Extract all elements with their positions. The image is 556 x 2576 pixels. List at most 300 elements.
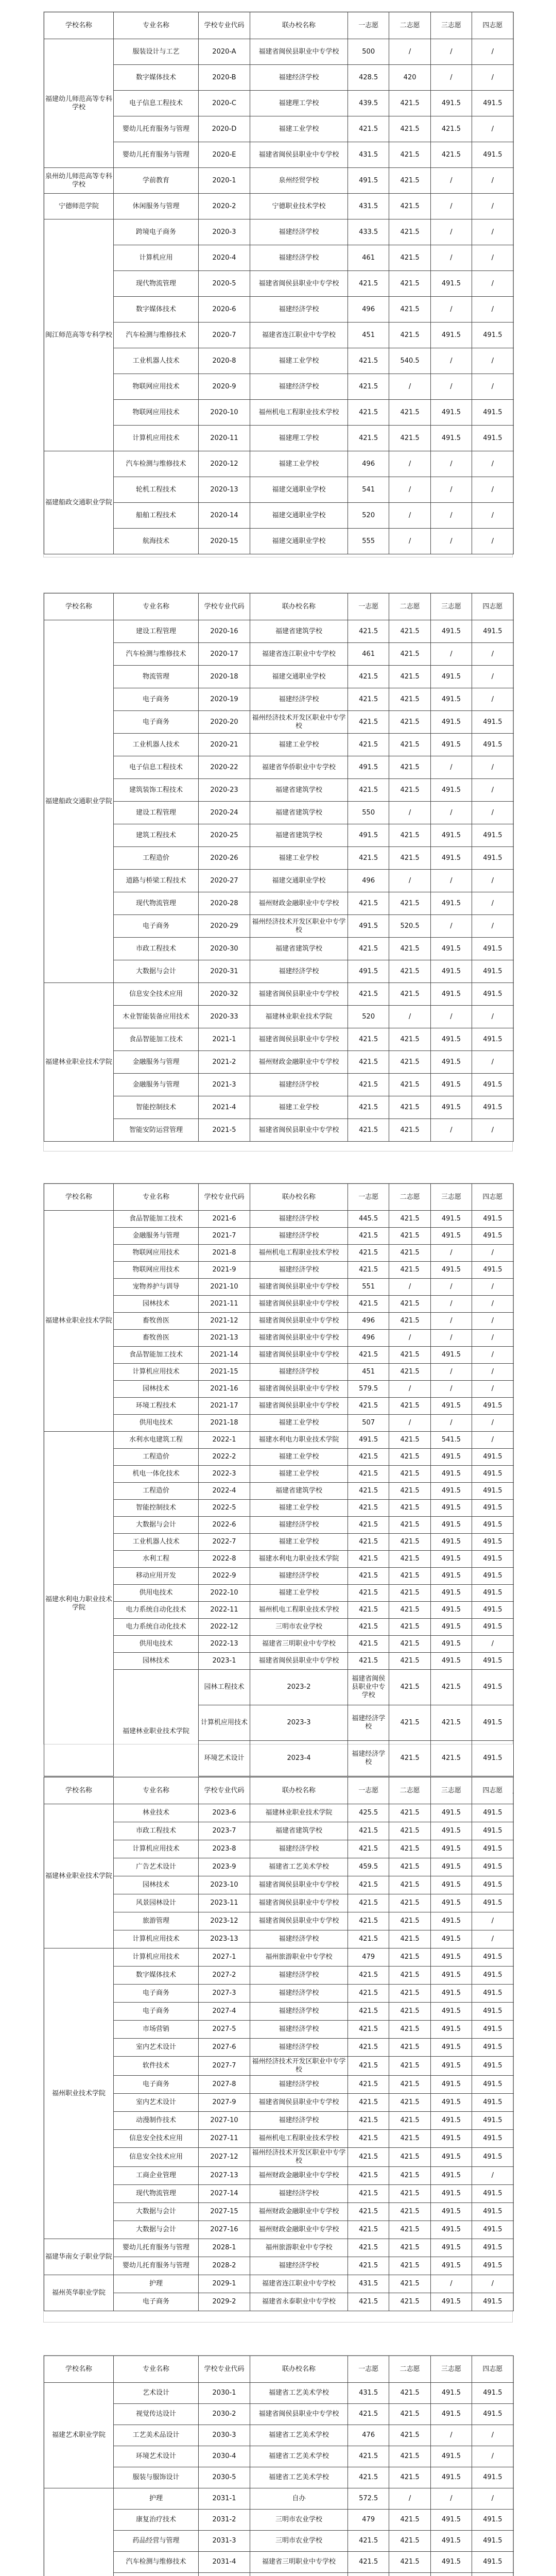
score-cell-1: 451 <box>348 1364 389 1381</box>
header-code: 学校专业代码 <box>199 1184 250 1211</box>
major-cell: 航海技术 <box>114 529 199 554</box>
code-cell: 2027-6 <box>199 2039 250 2057</box>
table-row <box>44 2221 514 2239</box>
code-cell: 2020-15 <box>199 529 250 554</box>
code-cell: 2020-19 <box>199 688 250 711</box>
score-cell-3: 491.5 <box>430 620 472 643</box>
code-cell: 2021-3 <box>199 1074 250 1096</box>
header-host: 联办校名称 <box>250 1184 348 1211</box>
score-cell-1 <box>348 2573 389 2576</box>
score-cell-3: 491.5 <box>430 1096 472 1119</box>
host-cell: 福建省闽侯县职业中专学校 <box>250 983 348 1006</box>
score-cell-1: 496 <box>348 451 389 477</box>
school-cell: 宁德师范学院 <box>44 194 114 219</box>
host-cell: 福州财政金融职业中专学校 <box>250 1051 348 1074</box>
score-cell-1: 491.5 <box>348 168 389 194</box>
header-host: 联办校名称 <box>250 2356 348 2383</box>
code-cell: 2020-11 <box>199 426 250 451</box>
score-cell-3: 491.5 <box>430 938 472 960</box>
table-page <box>43 1776 513 2323</box>
score-cell-1: 421.5 <box>348 426 389 451</box>
score-cell-1: 421.5 <box>348 938 389 960</box>
score-cell-3: / <box>430 2275 472 2293</box>
major-cell: 电子信息工程技术 <box>114 91 199 116</box>
score-cell-3: 491.5 <box>430 2446 472 2467</box>
score-cell-4: / <box>472 1636 513 1653</box>
score-cell-4: 491.5 <box>472 323 513 348</box>
score-cell-2: / <box>389 529 430 554</box>
score-cell-1: 421.5 <box>348 2148 389 2167</box>
table-row <box>44 2446 514 2467</box>
code-cell: 2031-2 <box>199 2510 250 2531</box>
table-row <box>44 1653 514 1670</box>
host-cell: 福建理工学校 <box>250 426 348 451</box>
score-cell-2 <box>389 2573 430 2576</box>
table-page <box>43 1183 513 1766</box>
table-row <box>44 194 514 219</box>
code-cell: 2020-E <box>199 142 250 168</box>
code-cell: 2020-B <box>199 65 250 91</box>
score-cell-2: 421.5 <box>389 1585 430 1602</box>
score-cell-3: 491.5 <box>430 2552 472 2573</box>
host-cell: 福建交通职业学校 <box>250 477 348 503</box>
score-cell-1: 421.5 <box>348 2130 389 2148</box>
score-cell-1: 491.5 <box>348 960 389 983</box>
table-row <box>44 1347 514 1364</box>
host-cell: 福建经济学校 <box>250 65 348 91</box>
header-code: 学校专业代码 <box>199 1777 250 1804</box>
major-cell: 工业机器人技术 <box>114 734 199 756</box>
major-cell: 艺术设计 <box>114 2383 199 2404</box>
table-row <box>44 2404 514 2425</box>
score-cell-4: 491.5 <box>472 1534 513 1551</box>
score-cell-4: 491.5 <box>472 2257 513 2275</box>
code-cell: 2020-32 <box>199 983 250 1006</box>
score-cell-1: 421.5 <box>348 2293 389 2311</box>
header-n4: 四志愿 <box>472 12 513 39</box>
table-row <box>44 620 514 643</box>
score-cell-2: / <box>389 2488 430 2510</box>
score-cell-4: 491.5 <box>472 1840 513 1858</box>
table-row <box>44 1074 514 1096</box>
score-cell-3: 491.5 <box>430 2130 472 2148</box>
table-row <box>44 734 514 756</box>
score-cell-4: / <box>472 1279 513 1296</box>
score-cell-4: 491.5 <box>472 1551 513 1568</box>
code-cell: 2027-8 <box>199 2076 250 2094</box>
code-cell: 2023-9 <box>199 1858 250 1876</box>
score-cell-4: 491.5 <box>472 2383 513 2404</box>
header-host: 联办校名称 <box>250 12 348 39</box>
major-cell: 工业机器人技术 <box>114 1534 199 1551</box>
major-cell: 大数据与会计 <box>114 2221 199 2239</box>
table-row <box>44 477 514 503</box>
score-cell-4: 491.5 <box>472 1822 513 1840</box>
score-cell-4: / <box>472 116 513 142</box>
major-cell: 数字媒体技术 <box>114 1967 199 1985</box>
major-cell: 环境工程技术 <box>114 1398 199 1415</box>
code-cell: 2020-25 <box>199 824 250 847</box>
major-cell: 金融服务与管理 <box>114 1228 199 1245</box>
table-row <box>44 1483 514 1500</box>
host-cell: 福建省闽侯县职业中专学校 <box>250 1313 348 1330</box>
score-cell-2: 421.5 <box>389 1653 430 1670</box>
score-cell-1: 421.5 <box>348 1483 389 1500</box>
score-cell-2: 421.5 <box>389 960 430 983</box>
score-cell-4: / <box>472 1381 513 1398</box>
code-cell: 2021-18 <box>199 1415 250 1432</box>
score-cell-2: 421.5 <box>389 1912 430 1930</box>
score-cell-2: 421.5 <box>389 2467 430 2488</box>
score-cell-2: / <box>389 1006 430 1028</box>
score-cell-1: 421.5 <box>348 1245 389 1262</box>
school-cell: 福建林业职业技术学院 <box>44 1804 114 1948</box>
score-cell-3: 491.5 <box>430 2531 472 2552</box>
score-cell-1: 421.5 <box>348 1585 389 1602</box>
score-cell-3: / <box>430 2425 472 2446</box>
major-cell: 休闲服务与管理 <box>114 194 199 219</box>
score-cell-3: 491.5 <box>472 1741 513 1776</box>
score-cell-3: 491.5 <box>430 271 472 297</box>
host-cell: 福州财政金融职业中专学校 <box>250 2203 348 2221</box>
score-cell-2: 421.5 <box>389 1500 430 1517</box>
host-cell: 福建经济学校 <box>250 297 348 323</box>
score-cell-3: 491.5 <box>430 1930 472 1948</box>
score-cell-3: 491.5 <box>430 1228 472 1245</box>
table-row <box>44 2425 514 2446</box>
table-row <box>44 1415 514 1432</box>
score-cell-1: 421.5 <box>348 1517 389 1534</box>
major-cell: 视觉传达设计 <box>114 2404 199 2425</box>
code-cell: 2027-14 <box>199 2185 250 2203</box>
table-row <box>44 39 514 65</box>
header-host: 联办校名称 <box>250 594 348 620</box>
host-cell: 福建交通职业学校 <box>250 666 348 688</box>
code-cell: 2027-2 <box>199 1967 250 1985</box>
score-cell-2: 421.5 <box>389 1228 430 1245</box>
score-cell-4: 491.5 <box>472 1500 513 1517</box>
score-cell-2: 421.5 <box>389 620 430 643</box>
score-cell-3: 491.5 <box>430 1262 472 1279</box>
major-cell: 园林技术 <box>114 1296 199 1313</box>
score-cell-3: / <box>430 451 472 477</box>
score-cell-1: 421.5 <box>348 983 389 1006</box>
score-cell-3: 491.5 <box>430 1967 472 1985</box>
table-row <box>44 2510 514 2531</box>
score-cell-3: 491.5 <box>430 1894 472 1912</box>
score-cell-4: / <box>472 1296 513 1313</box>
school-cell: 福州英华职业学院 <box>44 2275 114 2311</box>
score-cell-4: 491.5 <box>472 1483 513 1500</box>
table-row <box>44 426 514 451</box>
table-row <box>44 2185 514 2203</box>
score-cell-2: 421.5 <box>389 116 430 142</box>
score-cell-3: 491.5 <box>430 734 472 756</box>
host-cell: 福州机电工程职业技术学校 <box>250 1602 348 1619</box>
code-cell: 2027-4 <box>199 2003 250 2021</box>
table-row <box>44 756 514 779</box>
score-cell-4: / <box>472 1364 513 1381</box>
host-cell: 福建省闽侯县职业中专学校 <box>250 1347 348 1364</box>
school-cell: 福建水利电力职业技术学院 <box>44 1432 114 1776</box>
table-row <box>44 1449 514 1466</box>
score-cell-1: 421.5 <box>348 1500 389 1517</box>
table-row <box>44 847 514 870</box>
header-n3: 三志愿 <box>430 12 472 39</box>
score-cell-3: 491.5 <box>430 1876 472 1894</box>
host-cell <box>250 2573 348 2576</box>
host-cell: 福建省建筑学校 <box>250 938 348 960</box>
score-cell-4: / <box>472 1245 513 1262</box>
table-row <box>44 1568 514 1585</box>
score-cell-1: 421.5 <box>348 1534 389 1551</box>
major-cell: 计算机应用技术 <box>199 1705 250 1741</box>
code-cell: 2020-10 <box>199 400 250 426</box>
code-cell: 2030-4 <box>199 2446 250 2467</box>
score-cell-3: 491.5 <box>430 1804 472 1822</box>
score-cell-3: 491.5 <box>430 1028 472 1051</box>
major-cell: 汽车检测与维修技术 <box>114 451 199 477</box>
code-cell: 2020-13 <box>199 477 250 503</box>
score-cell-4: 491.5 <box>472 1967 513 1985</box>
score-cell-1: 421.5 <box>348 2467 389 2488</box>
score-cell-3: / <box>430 477 472 503</box>
table-row <box>44 824 514 847</box>
major-cell: 林业技术 <box>114 1804 199 1822</box>
score-cell-4: 491.5 <box>472 1948 513 1967</box>
score-cell-2: 421.5 <box>389 1840 430 1858</box>
code-cell: 2027-3 <box>199 1985 250 2003</box>
major-cell: 计算机应用技术 <box>114 1840 199 1858</box>
host-cell: 福建经济学校 <box>250 2076 348 2094</box>
score-cell-3: 491.5 <box>430 1347 472 1364</box>
table-row <box>44 1211 514 1228</box>
score-cell-4: / <box>472 870 513 892</box>
score-cell-3: 491.5 <box>430 426 472 451</box>
score-cell-3: 421.5 <box>430 142 472 168</box>
score-cell-1: 461 <box>348 643 389 666</box>
host-cell: 福建林业职业技术学院 <box>250 1006 348 1028</box>
score-cell-4: 491.5 <box>472 1028 513 1051</box>
host-cell: 福建省闽侯县职业中专学校 <box>250 1028 348 1051</box>
code-cell: 2020-22 <box>199 756 250 779</box>
score-cell-4: / <box>472 39 513 65</box>
host-cell: 福建交通职业学校 <box>250 503 348 529</box>
score-cell-3: 491.5 <box>430 688 472 711</box>
code-cell: 2027-11 <box>199 2130 250 2148</box>
host-cell: 福建工业学校 <box>250 1415 348 1432</box>
score-cell-2: / <box>389 374 430 400</box>
major-cell: 计算机应用技术 <box>114 1948 199 1967</box>
score-cell-1: 421.5 <box>348 1985 389 2003</box>
score-cell-2: 421.5 <box>430 1670 472 1705</box>
code-cell: 2022-2 <box>199 1449 250 1466</box>
table-row <box>44 802 514 824</box>
score-cell-2: 421.5 <box>389 2510 430 2531</box>
major-cell: 学前教育 <box>114 168 199 194</box>
score-cell-2: 421.5 <box>389 91 430 116</box>
table-row <box>44 451 514 477</box>
score-cell-4: / <box>472 374 513 400</box>
score-cell-2: 421.5 <box>389 1313 430 1330</box>
score-cell-4: 491.5 <box>472 2057 513 2076</box>
major-cell: 物联网应用技术 <box>114 1245 199 1262</box>
score-cell-3: 491.5 <box>430 892 472 915</box>
major-cell: 工程造价 <box>114 1449 199 1466</box>
header-n1: 一志愿 <box>348 12 389 39</box>
score-cell-1: 421.5 <box>389 1705 430 1741</box>
host-cell: 福建省工艺美术学校 <box>250 2383 348 2404</box>
code-cell: 2021-13 <box>199 1330 250 1347</box>
table-row <box>44 1636 514 1653</box>
score-cell-4: / <box>472 168 513 194</box>
header-major: 专业名称 <box>114 1184 199 1211</box>
host-cell: 福建工业学校 <box>250 348 348 374</box>
table-row <box>44 1912 514 1930</box>
table-row <box>44 688 514 711</box>
table-row <box>44 2130 514 2148</box>
score-cell-3: 421.5 <box>430 116 472 142</box>
host-cell: 福建工业学校 <box>250 1534 348 1551</box>
header-school: 学校名称 <box>44 1184 114 1211</box>
host-cell: 福建工业学校 <box>250 1449 348 1466</box>
major-cell: 木业智能装备应用技术 <box>114 1006 199 1028</box>
score-cell-2: 421.5 <box>389 1364 430 1381</box>
score-cell-1: 421.5 <box>348 1449 389 1466</box>
code-cell: 2023-3 <box>250 1705 348 1741</box>
code-cell: 2031-1 <box>199 2488 250 2510</box>
major-cell: 服装与服饰设计 <box>114 2467 199 2488</box>
major-cell: 水利工程 <box>114 1551 199 1568</box>
code-cell: 2020-23 <box>199 779 250 802</box>
major-cell: 环境艺术设计 <box>199 1741 250 1776</box>
major-cell: 婴幼儿托育服务与管理 <box>114 116 199 142</box>
table-row <box>44 2488 514 2510</box>
major-cell: 智能控制技术 <box>114 1096 199 1119</box>
score-cell-1: 421.5 <box>348 2203 389 2221</box>
host-cell: 福州旅游职业中专学校 <box>250 2239 348 2257</box>
major-cell: 畜牧兽医 <box>114 1330 199 1347</box>
score-cell-1: 500 <box>348 39 389 65</box>
host-cell: 福建省连江职业中专学校 <box>250 2275 348 2293</box>
score-cell-4: / <box>472 756 513 779</box>
host-cell: 福建省闽侯县职业中专学校 <box>250 1279 348 1296</box>
table-row <box>44 2021 514 2039</box>
host-cell: 福州机电工程职业技术学校 <box>250 400 348 426</box>
table-row <box>44 323 514 348</box>
code-cell: 2031-3 <box>199 2531 250 2552</box>
score-cell-4: / <box>472 245 513 271</box>
code-cell: 2020-20 <box>199 711 250 734</box>
score-cell-3: 491.5 <box>430 711 472 734</box>
table-row <box>44 779 514 802</box>
table-row <box>44 666 514 688</box>
score-cell-4: 491.5 <box>472 2510 513 2531</box>
code-cell: 2020-26 <box>199 847 250 870</box>
score-cell-2: 421.5 <box>389 2039 430 2057</box>
score-cell-1: 421.5 <box>348 2167 389 2185</box>
code-cell: 2020-31 <box>199 960 250 983</box>
code-cell: 2027-16 <box>199 2221 250 2239</box>
score-cell-3: 491.5 <box>430 779 472 802</box>
major-cell: 市政工程技术 <box>114 938 199 960</box>
header-n1: 一志愿 <box>348 1184 389 1211</box>
major-cell: 供用电技术 <box>114 1585 199 1602</box>
header-n2: 二志愿 <box>389 594 430 620</box>
score-cell-4: / <box>472 643 513 666</box>
table-row <box>44 1364 514 1381</box>
table-page <box>43 592 513 1151</box>
score-cell-4: 491.5 <box>472 2039 513 2057</box>
table-row <box>44 2275 514 2293</box>
score-cell-1: 421.5 <box>348 2185 389 2203</box>
score-cell-4: / <box>472 1347 513 1364</box>
major-cell <box>114 2573 199 2576</box>
table-row <box>44 1500 514 1517</box>
score-cell-4: 491.5 <box>472 1449 513 1466</box>
header-n2: 二志愿 <box>389 1184 430 1211</box>
score-cell-3: 491.5 <box>430 1602 472 1619</box>
score-cell-4: / <box>472 477 513 503</box>
table-row <box>44 1551 514 1568</box>
table-row <box>44 374 514 400</box>
score-cell-2: 421.5 <box>389 2383 430 2404</box>
score-cell-4: 491.5 <box>472 2094 513 2112</box>
score-cell-2: / <box>389 39 430 65</box>
major-cell: 室内艺术设计 <box>114 2039 199 2057</box>
table-page <box>43 2355 513 2576</box>
score-cell-3: 491.5 <box>430 91 472 116</box>
major-cell: 智能安防运营管理 <box>114 1119 199 1142</box>
score-cell-1: 459.5 <box>348 1858 389 1876</box>
score-cell-1: 550 <box>348 802 389 824</box>
table-row <box>44 1398 514 1415</box>
table-row <box>44 1840 514 1858</box>
host-cell: 福建省华侨职业中专学校 <box>250 756 348 779</box>
score-cell-1: 445.5 <box>348 1211 389 1228</box>
score-cell-3 <box>430 2573 472 2576</box>
score-cell-2: / <box>389 1330 430 1347</box>
code-cell: 2020-9 <box>199 374 250 400</box>
host-cell: 福建经济学校 <box>250 2112 348 2130</box>
host-cell: 福建省建筑学校 <box>250 1822 348 1840</box>
host-cell: 福建经济学校 <box>250 2039 348 2057</box>
host-cell: 福建经济学校 <box>250 2021 348 2039</box>
score-cell-1: 491.5 <box>348 1432 389 1449</box>
header-n1: 一志愿 <box>348 2356 389 2383</box>
score-cell-3: / <box>430 802 472 824</box>
score-cell-2: 421.5 <box>389 847 430 870</box>
major-cell: 婴幼儿托育服务与管理 <box>114 142 199 168</box>
table-row <box>44 219 514 245</box>
code-cell: 2022-12 <box>199 1619 250 1636</box>
table-row <box>44 65 514 91</box>
score-cell-4: 491.5 <box>472 2021 513 2039</box>
table-row <box>44 1876 514 1894</box>
score-cell-1: 421.5 <box>348 2552 389 2573</box>
score-cell-3: 491.5 <box>430 1822 472 1840</box>
score-cell-1: 421.5 <box>348 2112 389 2130</box>
score-cell-3: / <box>430 245 472 271</box>
score-cell-4: / <box>472 802 513 824</box>
score-cell-1: 421.5 <box>348 2531 389 2552</box>
host-cell: 福建省三明职业中专学校 <box>250 2552 348 2573</box>
score-cell-1: 579.5 <box>348 1381 389 1398</box>
code-cell: 2030-5 <box>199 2467 250 2488</box>
table-row <box>44 1096 514 1119</box>
major-cell: 金融服务与管理 <box>114 1074 199 1096</box>
score-cell-2: 421.5 <box>389 1517 430 1534</box>
